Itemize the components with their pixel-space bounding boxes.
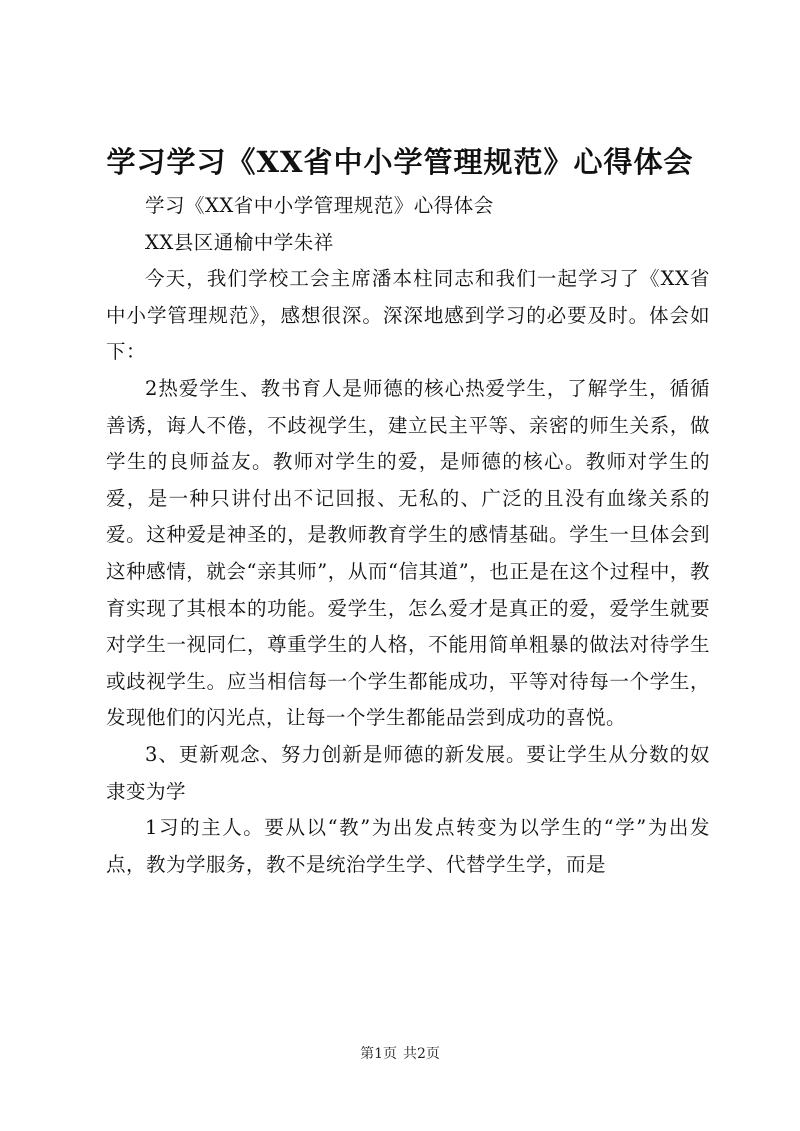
page-total: 共2页 <box>403 1046 440 1062</box>
author-paragraph: XX县区通榆中学朱祥 <box>145 230 334 254</box>
intro-paragraph: 今天，我们学校工会主席潘本柱同志和我们一起学习了《XX省中小学管理规范》，感想很深。深深地感到学习的必要及时。体会如下： <box>106 267 710 364</box>
document-title: 学习学习《XX省中小学管理规范》心得体会 <box>106 145 694 179</box>
section-2-paragraph: 2热爱学生、教书育人是师德的核心热爱学生，了解学生，循循善诱，诲人不倦，不歧视学生，建立民主平等、亲密的师生关系，做学生的良师益友。教师对学生的爱，是师德的核心。教师对学生的爱，是一种只讲付出不记回报、无私的、广泛的且没有血缘关系的爱。这种爱是神圣的，是教师教育学生的感情基础。学生一旦体会到这种感情，就会“亲其师”，从而“信其道”，也正是在这个过程中，教育实现了其根本的功能。爱学生，怎么爱才是真正的爱，爱学生就要对学生一视同仁，尊重学生的人格，不能用简单粗暴的做法对待学生或歧视学生。应当相信每一个学生都能成功，平等对待每一个学生，发现他们的闪光点，让每一个学生都能品尝到成功的喜悦。 <box>106 376 710 730</box>
page-number: 第1页 <box>360 1046 397 1062</box>
section-3-paragraph: 3、更新观念、努力创新是师德的新发展。要让学生从分数的奴隶变为学 <box>106 742 710 803</box>
document-body <box>106 188 710 883</box>
subtitle-paragraph: 学习《XX省中小学管理规范》心得体会 <box>145 194 494 217</box>
continuation-paragraph: 1习的主人。要从以“教”为出发点转变为以学生的“学”为出发点，教为学服务，教不是统治学生学、代替学生学，而是 <box>106 816 710 876</box>
page-footer <box>0 1043 800 1063</box>
